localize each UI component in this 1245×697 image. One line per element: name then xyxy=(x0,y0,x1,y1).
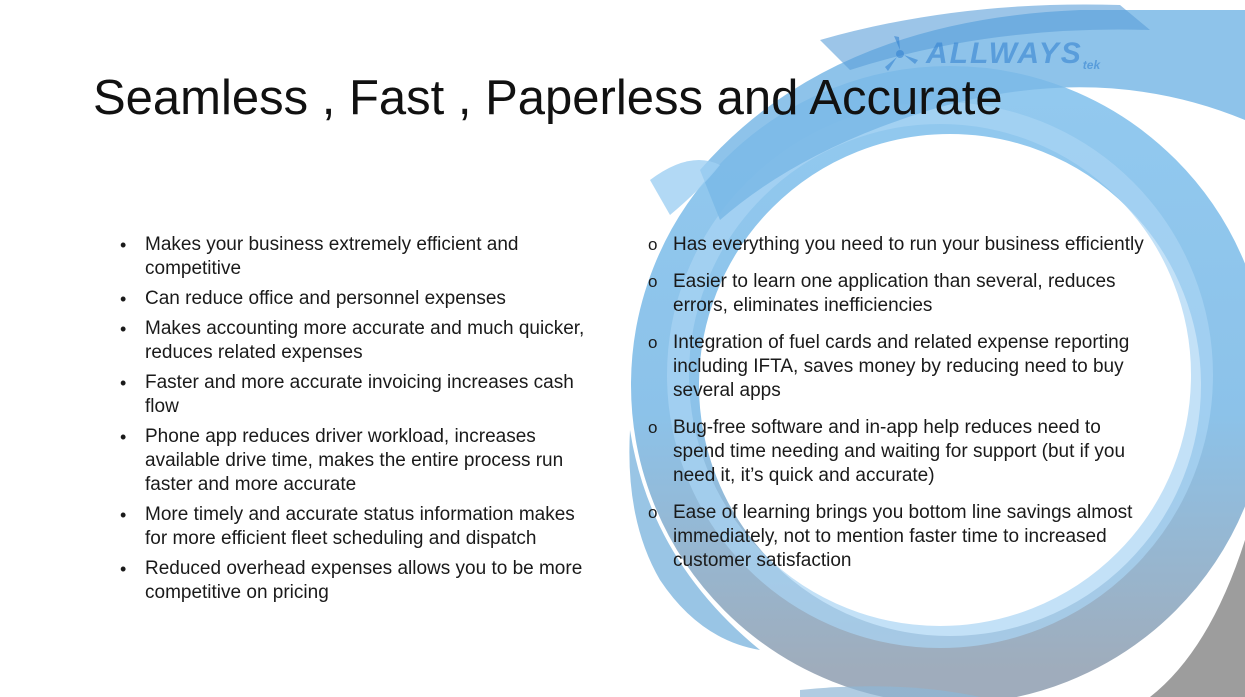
list-item: • Faster and more accurate invoicing increases cash flow xyxy=(120,371,600,419)
propeller-icon xyxy=(880,34,920,74)
left-bullet-list xyxy=(120,233,600,611)
bullet-circle-icon xyxy=(648,416,673,440)
list-item: • Makes accounting more accurate and much quicker, reduces related expenses xyxy=(120,317,600,365)
right-bullet-list xyxy=(648,233,1148,586)
list-item: o Integration of fuel cards and related expense reporting including IFTA, saves money by reducing need to buy several apps xyxy=(648,331,1148,403)
list-item: o Bug-free software and in-app help reduces need to spend time needing and waiting for support (but if you need it, it’s quick and accurate) xyxy=(648,416,1148,488)
bullet-dot-icon xyxy=(120,317,145,342)
bullet-dot-icon xyxy=(120,287,145,312)
slide-title: Seamless , Fast , Paperless and Accurate xyxy=(93,71,1003,125)
list-item: o Easier to learn one application than several, reduces errors, eliminates inefficiencies xyxy=(648,270,1148,318)
bullet-circle-icon xyxy=(648,501,673,525)
list-item: • Makes your business extremely efficient and competitive xyxy=(120,233,600,281)
list-item: o Has everything you need to run your business efficiently xyxy=(648,233,1148,257)
bullet-dot-icon xyxy=(120,425,145,450)
bullet-dot-icon xyxy=(120,233,145,258)
bullet-circle-icon xyxy=(648,233,673,257)
bullet-dot-icon xyxy=(120,503,145,528)
list-item: • Can reduce office and personnel expenses xyxy=(120,287,600,311)
logo-suffix: tek xyxy=(1082,58,1101,72)
list-item: • More timely and accurate status information makes for more efficient fleet scheduling and dispatch xyxy=(120,503,600,551)
list-item: • Reduced overhead expenses allows you to be more competitive on pricing xyxy=(120,557,600,605)
logo-text: ALLWAYS xyxy=(926,37,1083,70)
bullet-dot-icon xyxy=(120,371,145,396)
bullet-circle-icon xyxy=(648,331,673,355)
list-item: • Phone app reduces driver workload, increases available drive time, makes the entire process run faster and more accurate xyxy=(120,425,600,497)
list-item: o Ease of learning brings you bottom line savings almost immediately, not to mention faster time to increased customer satisfaction xyxy=(648,501,1148,573)
bullet-circle-icon xyxy=(648,270,673,294)
bullet-dot-icon xyxy=(120,557,145,582)
